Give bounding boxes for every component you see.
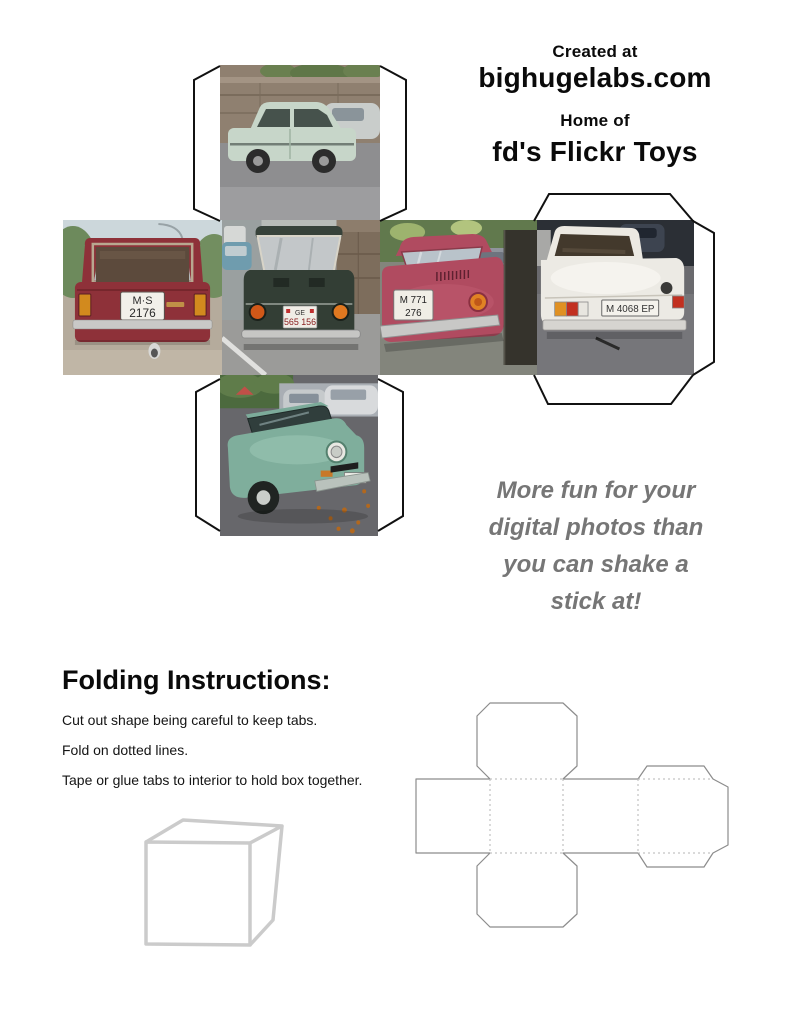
tab-bottom-photo-left: [196, 379, 220, 531]
photo-pink-car-rear: [380, 220, 537, 375]
license-plate-line2: 565 156: [283, 316, 317, 328]
tagline: [448, 472, 744, 620]
cube-face-photo-front: [222, 220, 380, 375]
photo-red-sedan-rear: [63, 220, 222, 375]
product-name: fd's Flickr Toys: [492, 136, 698, 167]
license-plate-line1: M 4068 EP: [605, 303, 655, 316]
license-plate-line1: M·S: [132, 294, 153, 308]
instruction-step: Fold on dotted lines.: [62, 742, 189, 758]
cube-face-photo-bottom: [220, 375, 378, 536]
mini-template-fold-lines: [490, 779, 713, 853]
site-name: bighugelabs.com: [478, 62, 712, 93]
license-plate-line2: 276: [405, 307, 422, 320]
tagline-line: More fun for your: [496, 477, 696, 504]
tagline-line: digital photos than: [488, 514, 704, 541]
license-plate-line1: GE: [295, 309, 305, 318]
cube-face-photo-back: [537, 220, 694, 375]
license-plate-line1: M 771: [399, 294, 427, 307]
mini-template-cut-line: [416, 703, 728, 927]
photo-teal-car-front: [220, 375, 378, 536]
branding-block: [440, 42, 750, 168]
mini-template-diagram: [416, 703, 728, 927]
folding-instructions-title: Folding Instructions:: [62, 665, 331, 695]
photo-darkgreen-car-rear: [222, 220, 380, 375]
tab-bottom-photo-right: [378, 379, 403, 531]
tab-back-photo-bottom: [534, 375, 693, 404]
tab-top-photo-right: [380, 66, 406, 221]
instruction-step: Cut out shape being careful to keep tabs.: [62, 712, 318, 728]
tagline-line: you can shake a: [503, 551, 689, 578]
tab-back-photo-right: [693, 221, 714, 375]
tagline-line: stick at!: [550, 588, 642, 615]
cube-illustration: [146, 820, 282, 945]
home-of-label: Home of: [560, 111, 630, 130]
photo-white-sedan-rear: [537, 220, 694, 375]
license-plate-line2: 2176: [129, 305, 156, 321]
photo-green-sedan-side: [220, 65, 380, 220]
cube-face-photo-top: [220, 65, 380, 220]
instruction-step: Tape or glue tabs to interior to hold box together.: [62, 772, 363, 788]
tab-top-photo-left: [194, 66, 220, 221]
tab-back-photo-top: [534, 194, 693, 221]
created-at-label: Created at: [552, 42, 638, 61]
cube-face-photo-left: [63, 220, 222, 375]
cube-face-photo-right: [380, 220, 537, 375]
